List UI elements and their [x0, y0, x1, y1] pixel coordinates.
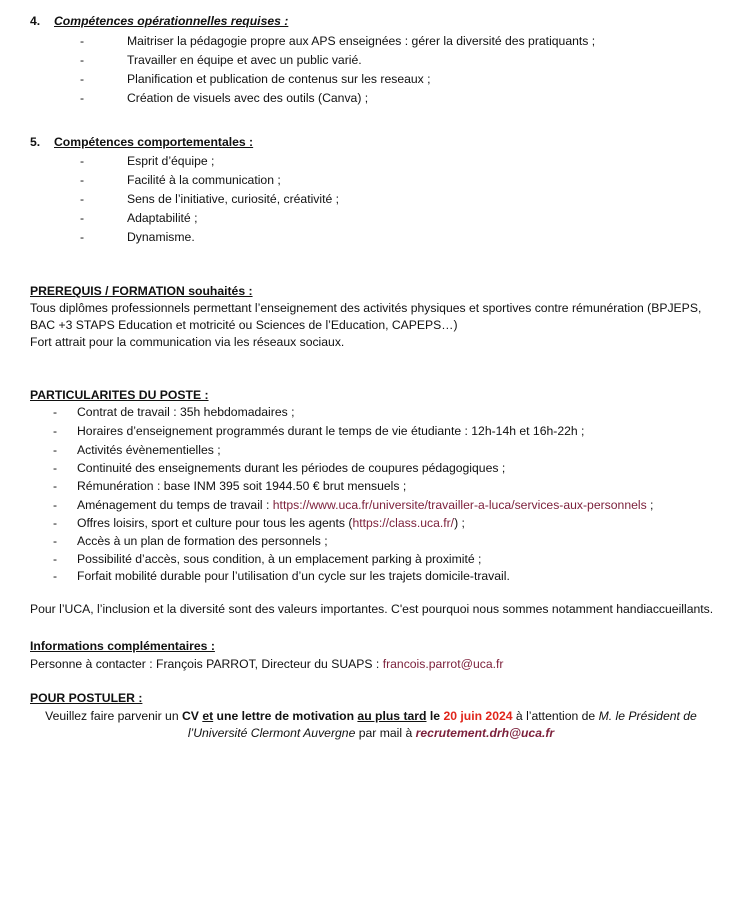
list-item: Adaptabilité ; — [127, 211, 198, 225]
offres-suffix: ) — [454, 516, 459, 530]
list-item: Accès à un plan de formation des personnels ; — [77, 534, 328, 548]
list-item: Planification et publication de contenus sur les reseaux ; — [127, 72, 431, 86]
prerequis-line: Tous diplômes professionnels permettant l’enseignement des activités physiques et sportives contre rémunération (BPJEPS, — [30, 301, 702, 315]
bullet-dash: - — [53, 405, 58, 419]
particularites-title: PARTICULARITES DU POSTE : — [30, 388, 209, 402]
section-4-title: Compétences opérationnelles requises : — [54, 14, 289, 28]
list-item: Création de visuels avec des outils (Canva) ; — [127, 91, 369, 105]
postuler-line-2 — [0, 724, 742, 743]
bullet-dash: - — [53, 534, 58, 548]
list-item: Facilité à la communication ; — [127, 173, 281, 187]
amenagement-label: Aménagement du temps de travail : — [77, 498, 273, 512]
inclusion-statement: Pour l’UCA, l’inclusion et la diversité sont des valeurs importantes. C'est pourquoi nous sommes notamment handiaccueillants. — [30, 602, 714, 616]
bullet-dash: - — [80, 53, 85, 67]
bullet-dash: - — [80, 91, 85, 105]
prerequis-title: PREREQUIS / FORMATION souhaités : — [30, 284, 253, 298]
list-item-offres — [77, 514, 465, 533]
amenagement-suffix: ; — [646, 498, 654, 512]
list-item: Sens de l’initiative, curiosité, créativité ; — [127, 192, 340, 206]
postuler-text: par mail à — [355, 726, 416, 740]
contact-email-link[interactable]: francois.parrot@uca.fr — [382, 657, 504, 671]
contact-line — [30, 655, 503, 674]
prerequis-line: Fort attrait pour la communication via les réseaux sociaux. — [30, 335, 345, 349]
postuler-line-1 — [0, 707, 742, 726]
bullet-dash: - — [80, 72, 85, 86]
deadline-label: au plus tard — [357, 709, 427, 723]
offres-link[interactable]: https://class.uca.fr/ — [352, 516, 455, 530]
bullet-dash: - — [53, 552, 58, 566]
bullet-dash: - — [80, 192, 85, 206]
list-item: Maitriser la pédagogie propre aux APS enseignées : gérer la diversité des pratiquants ; — [127, 34, 596, 48]
recipient-text: l’Université Clermont Auvergne — [187, 726, 356, 740]
offres-label: Offres loisirs, sport et culture pour tous les agents ( — [77, 516, 353, 530]
list-item: Dynamisme. — [127, 230, 195, 244]
list-item: Horaires d’enseignement programmés durant le temps de vie étudiante : 12h-14h et 16h-22h ; — [77, 424, 585, 438]
list-item: Rémunération : base INM 395 soit 1944.50 € brut mensuels ; — [77, 479, 407, 493]
section-5-title: Compétences comportementales : — [54, 135, 254, 149]
deadline-date: 20 juin 2024 — [443, 709, 513, 723]
section-4-number: 4. — [30, 14, 41, 28]
list-item-amenagement — [77, 496, 653, 515]
bullet-dash: - — [53, 569, 58, 583]
infos-title: Informations complémentaires : — [30, 639, 215, 653]
bullet-dash: - — [80, 154, 85, 168]
list-item: Continuité des enseignements durant les périodes de coupures pédagogiques ; — [77, 461, 506, 475]
postuler-text: Veuillez faire parvenir un — [45, 709, 182, 723]
bullet-dash: - — [53, 479, 58, 493]
bullet-dash: - — [80, 211, 85, 225]
bullet-dash: - — [80, 230, 85, 244]
prerequis-line: BAC +3 STAPS Education et motricité ou Sciences de l’Education, CAPEPS…) — [30, 318, 458, 332]
bullet-dash: - — [80, 34, 85, 48]
bullet-dash: - — [80, 173, 85, 187]
section-5-number: 5. — [30, 135, 41, 149]
postuler-title: POUR POSTULER : — [30, 691, 143, 705]
list-item: Forfait mobilité durable pour l’utilisation d’un cycle sur les trajets domicile-travail. — [77, 569, 510, 583]
recruitment-email-link[interactable]: recrutement.drh@uca.fr — [415, 726, 555, 740]
list-item: Esprit d’équipe ; — [127, 154, 215, 168]
offres-suffix-end: ; — [458, 516, 465, 530]
cv-text: CV — [182, 709, 199, 723]
list-item: Possibilité d’accès, sous condition, à un emplacement parking à proximité ; — [77, 552, 482, 566]
postuler-text: à l’attention de — [512, 709, 599, 723]
bullet-dash: - — [53, 443, 58, 457]
bullet-dash: - — [53, 498, 58, 512]
contact-label: Personne à contacter : François PARROT, Directeur du SUAPS : — [30, 657, 383, 671]
list-item: Contrat de travail : 35h hebdomadaires ; — [77, 405, 295, 419]
bullet-dash: - — [53, 424, 58, 438]
et-text: et — [202, 709, 214, 723]
list-item: Activités évènementielles ; — [77, 443, 221, 457]
recipient-text: M. le Président de — [598, 709, 697, 723]
bullet-dash: - — [53, 461, 58, 475]
list-item: Travailler en équipe et avec un public varié. — [127, 53, 362, 67]
postuler-text: le — [426, 709, 444, 723]
lettre-text: une lettre de motivation — [213, 709, 358, 723]
bullet-dash: - — [53, 516, 58, 530]
amenagement-link[interactable]: https://www.uca.fr/universite/travailler-a-luca/services-aux-personnels — [272, 498, 647, 512]
